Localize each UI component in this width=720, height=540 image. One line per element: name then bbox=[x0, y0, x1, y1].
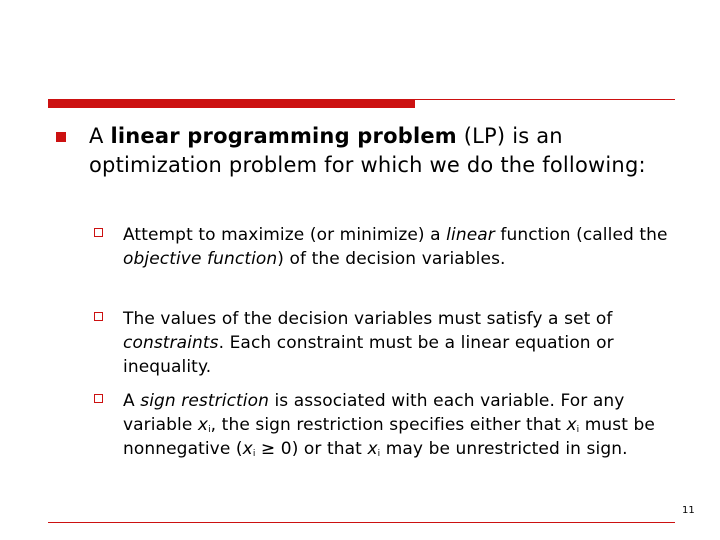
hollow-square-bullet bbox=[94, 394, 103, 403]
footer-rule bbox=[48, 522, 675, 523]
hollow-square-bullet bbox=[94, 312, 103, 321]
title-rule-thick bbox=[48, 99, 415, 108]
page-number: 11 bbox=[682, 505, 695, 516]
sub-bullet-text: A sign restriction is associated with each variable. For any variable $x_i$, the sign restriction specifies either that $x_i$ must be nonnegative $(x_i \ge 0)$ or that $x_i$ may be unrestricted in sign. bbox=[123, 391, 655, 459]
sub-bullet-text: The values of the decision variables must satisfy a set of constraints. Each constraint must be a linear equation or inequality. bbox=[123, 309, 614, 377]
hollow-square-bullet bbox=[94, 228, 103, 237]
title-rule-thin bbox=[415, 99, 675, 100]
main-bullet-square bbox=[56, 132, 66, 142]
sub-bullet-text: Attempt to maximize (or minimize) a linear function (called the objective function) of the decision variables. bbox=[123, 225, 668, 269]
main-bullet-text: A linear programming problem (LP) is an optimization problem for which we do the following: bbox=[89, 124, 646, 177]
